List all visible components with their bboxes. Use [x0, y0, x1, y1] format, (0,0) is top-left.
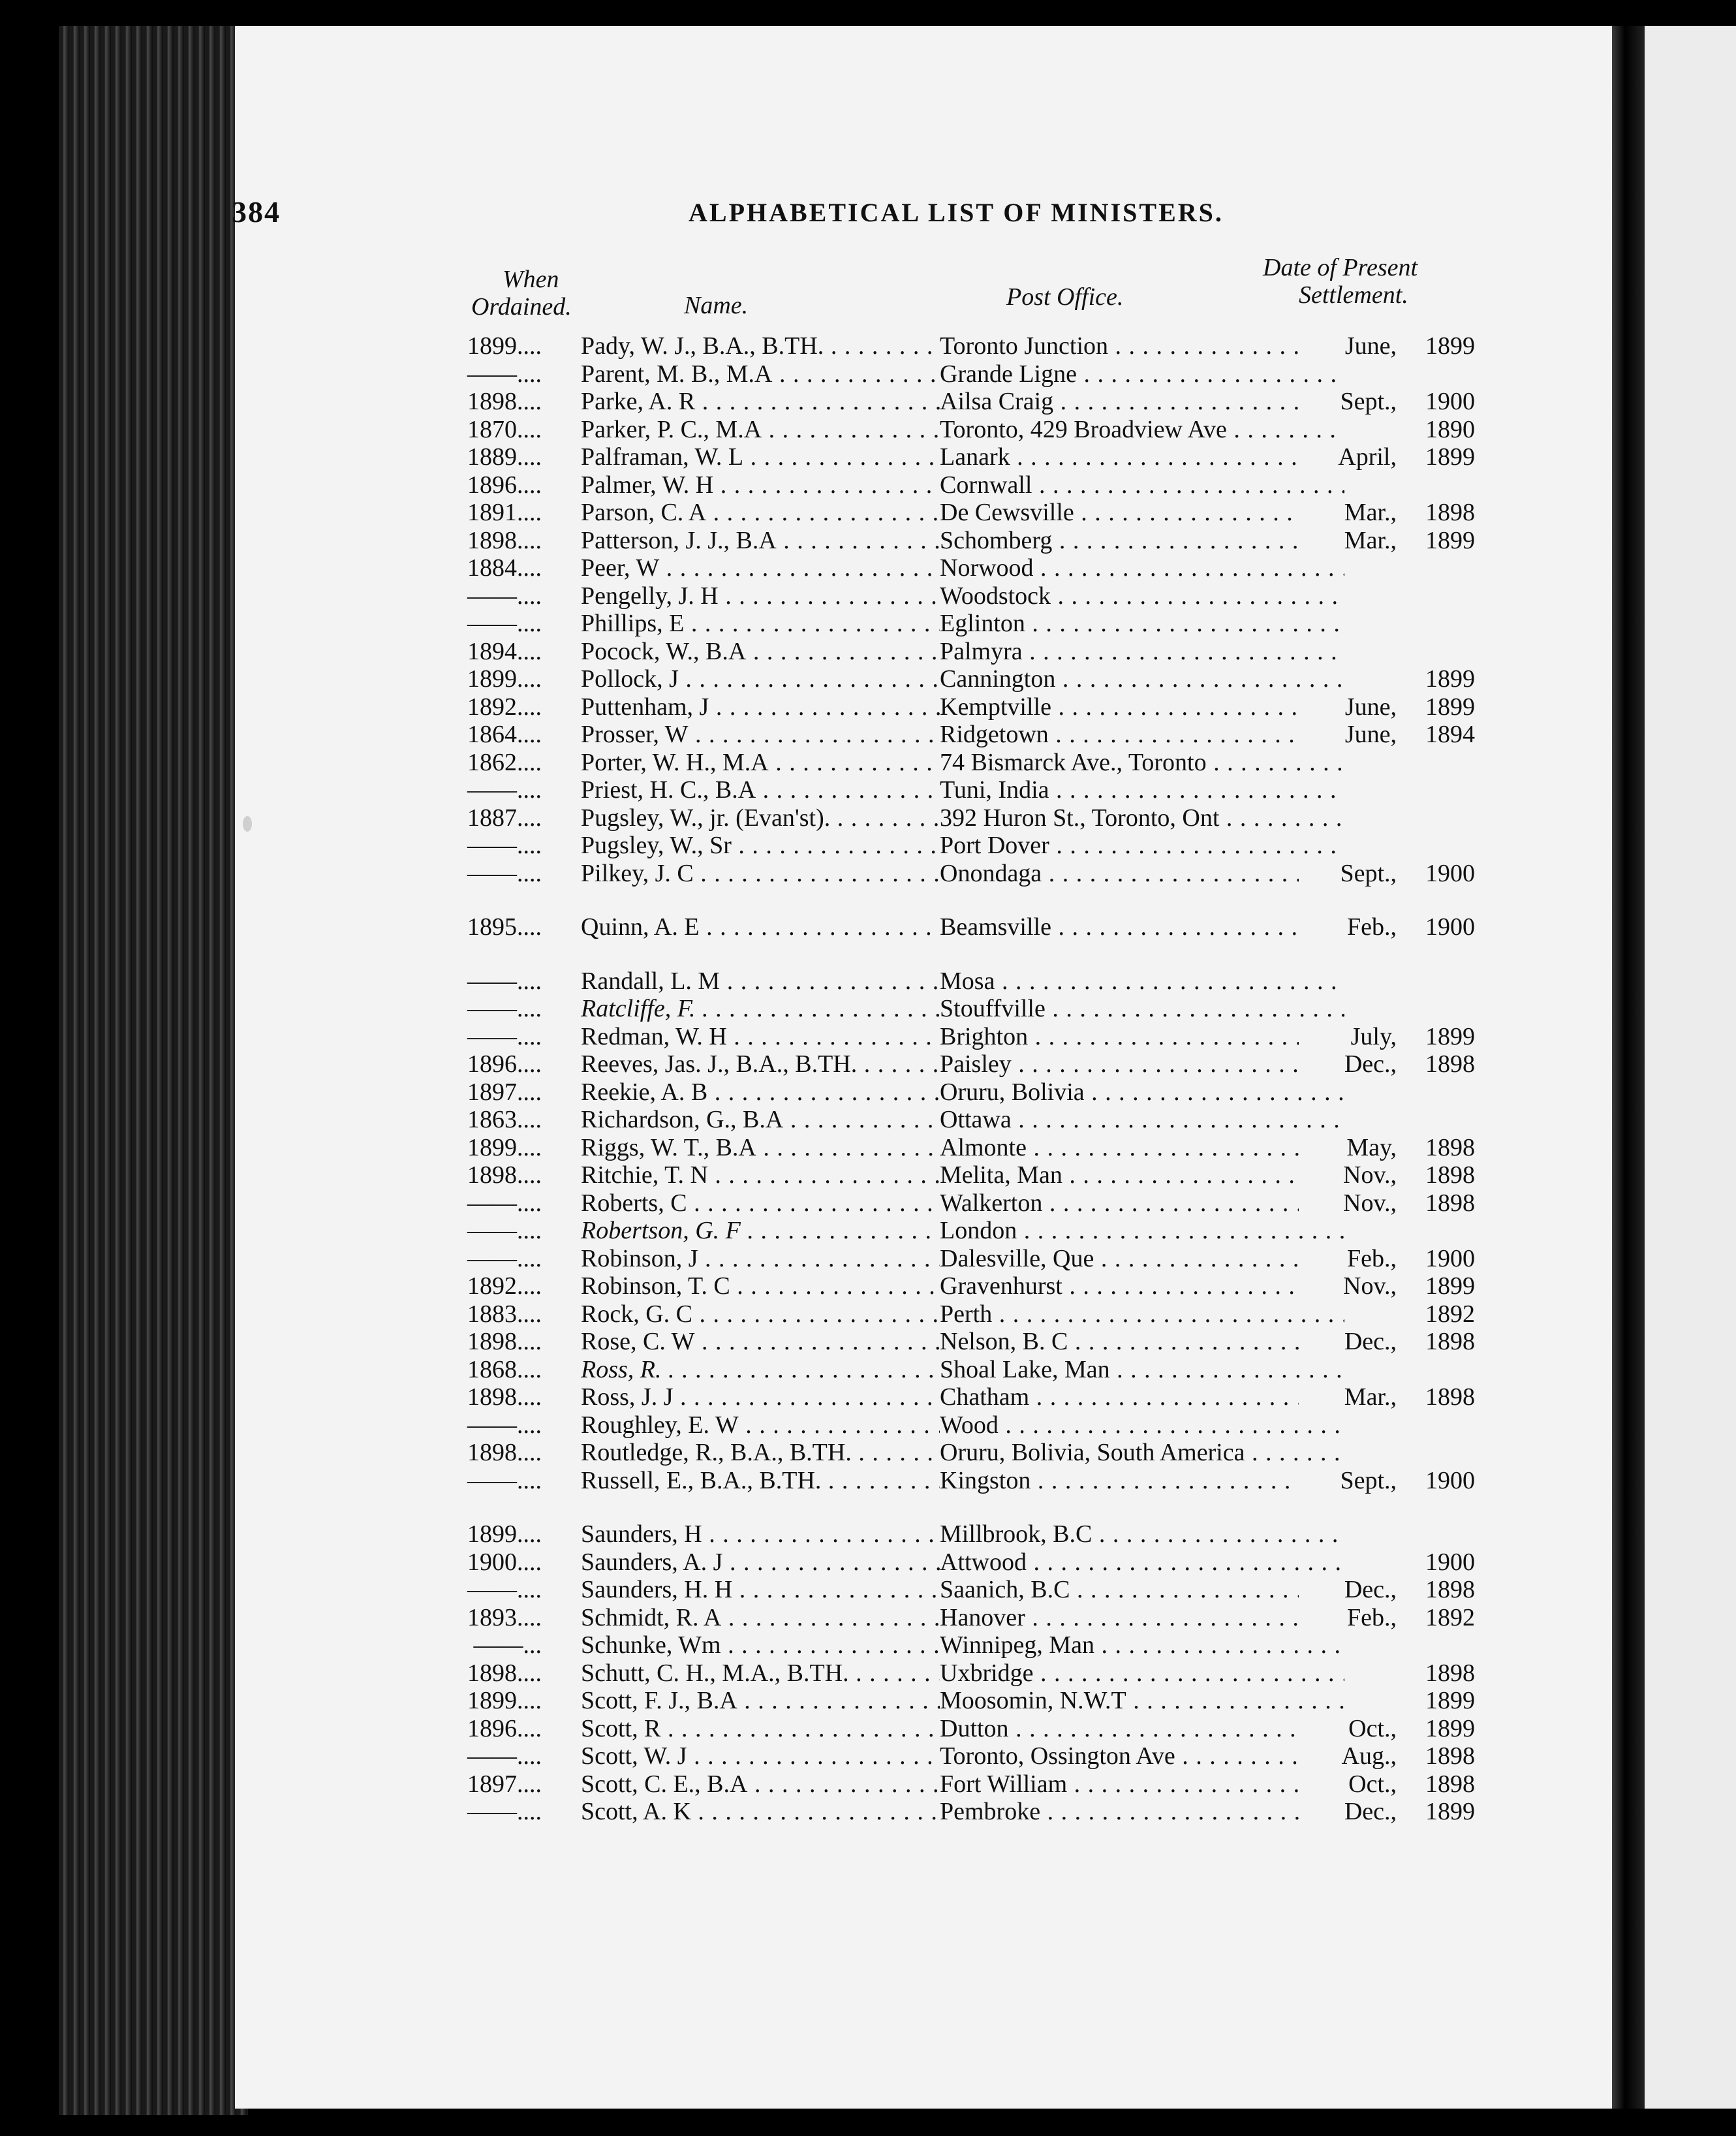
entry-year: ——.... — [467, 610, 542, 637]
entry-settlement-month: Nov., — [1299, 1161, 1397, 1189]
list-item — [457, 831, 1475, 860]
entry-settlement-month: Dec., — [1299, 1575, 1397, 1604]
entry-settlement-year: 1900 — [1400, 387, 1475, 416]
list-item — [457, 1770, 1475, 1798]
list-item — [457, 776, 1475, 804]
column-header-ordained: Ordained. — [471, 293, 572, 321]
entry-name: Redman, W. H . . . — [581, 1022, 946, 1051]
list-item — [457, 1742, 1475, 1770]
entry-settlement-year: 1900 — [1400, 913, 1475, 941]
entry-post-office: Lanark . . . — [940, 443, 1344, 471]
entry-post-office: Pembroke . . . — [940, 1797, 1344, 1826]
entry-name: Scott, R . . . — [581, 1714, 946, 1743]
entry-year: ——.... — [467, 1244, 542, 1272]
column-header-name: Name. — [684, 292, 749, 319]
entry-settlement-month: Mar., — [1299, 1383, 1397, 1411]
entry-settlement-year: 1892 — [1400, 1300, 1475, 1328]
ministers-list — [0, 332, 1736, 1859]
entry-post-office: Wood . . . — [940, 1411, 1344, 1439]
entry-post-office: Ottawa . . . — [940, 1105, 1344, 1134]
entry-post-office: Almonte . . . — [940, 1133, 1344, 1162]
entry-post-office: Toronto Junction . . . — [940, 332, 1344, 360]
entry-year: 1898.... — [467, 1383, 542, 1411]
entry-year: 1883.... — [467, 1300, 542, 1328]
entry-post-office: Attwood . . . — [940, 1548, 1344, 1577]
entry-name: Scott, C. E., B.A . . . — [581, 1770, 946, 1798]
entry-name: Richardson, G., B.A . . . — [581, 1105, 946, 1134]
entry-post-office: Cornwall . . . — [940, 471, 1344, 499]
column-header-post-office: Post Office. — [1006, 283, 1124, 311]
entry-settlement-year: 1900 — [1400, 1548, 1475, 1577]
entry-year: 1896.... — [467, 1714, 542, 1742]
entry-post-office: Palmyra . . . — [940, 637, 1344, 666]
entry-name: Schutt, C. H., M.A., B.TH. . . . — [581, 1659, 946, 1688]
entry-year: 1884.... — [467, 554, 542, 582]
entry-post-office: Chatham . . . — [940, 1383, 1344, 1411]
entry-post-office: Fort William . . . — [940, 1770, 1344, 1798]
entry-name: Randall, L. M . . . — [581, 967, 946, 996]
list-item — [457, 415, 1475, 444]
entry-settlement-year: 1894 — [1400, 720, 1475, 749]
list-item — [457, 554, 1475, 582]
entry-post-office: Gravenhurst . . . — [940, 1272, 1344, 1300]
entry-settlement-month: June, — [1299, 720, 1397, 749]
entry-post-office: Walkerton . . . — [940, 1189, 1344, 1217]
entry-post-office: Millbrook, B.C . . . — [940, 1520, 1344, 1548]
entry-year: 1898.... — [467, 1161, 542, 1189]
entry-settlement-year: 1899 — [1400, 1022, 1475, 1051]
entry-year: 1898.... — [467, 1439, 542, 1466]
entry-year: ——.... — [467, 1411, 542, 1439]
entry-name: Parke, A. R . . . — [581, 387, 946, 416]
list-item — [457, 1631, 1475, 1659]
entry-name: Pengelly, J. H . . . — [581, 582, 946, 610]
list-item — [457, 1272, 1475, 1300]
list-item — [457, 1548, 1475, 1577]
entry-post-office: Ridgetown . . . — [940, 720, 1344, 749]
entry-post-office: London . . . — [940, 1216, 1344, 1245]
entry-settlement-year: 1899 — [1400, 665, 1475, 693]
list-item — [457, 609, 1475, 638]
entry-post-office: De Cewsville . . . — [940, 498, 1344, 527]
entry-settlement-month: Sept., — [1299, 859, 1397, 888]
entry-post-office: Dutton . . . — [940, 1714, 1344, 1743]
entry-settlement-month: Sept., — [1299, 387, 1397, 416]
list-item — [457, 1161, 1475, 1189]
entry-post-office: Dalesville, Que . . . — [940, 1244, 1344, 1273]
list-item — [457, 967, 1475, 996]
entry-name: Parker, P. C., M.A . . . — [581, 415, 946, 444]
entry-year: 1868.... — [467, 1355, 542, 1383]
entry-name: Rose, C. W . . . — [581, 1327, 946, 1356]
entry-name: Patterson, J. J., B.A . . . — [581, 526, 946, 555]
entry-year: ——.... — [467, 1466, 542, 1494]
entry-name: Saunders, A. J . . . — [581, 1548, 946, 1577]
entry-settlement-month: Aug., — [1299, 1742, 1397, 1770]
entry-year: 1863.... — [467, 1106, 542, 1133]
entry-settlement-year: 1899 — [1400, 443, 1475, 471]
entry-post-office: Saanich, B.C . . . — [940, 1575, 1344, 1604]
entry-year: 1893.... — [467, 1603, 542, 1631]
list-item — [457, 1189, 1475, 1217]
entry-post-office: Kingston . . . — [940, 1466, 1344, 1495]
entry-year: 1899.... — [467, 1520, 542, 1548]
entry-settlement-year: 1898 — [1400, 1189, 1475, 1217]
entry-settlement-month: Oct., — [1299, 1714, 1397, 1743]
entry-year: 1870.... — [467, 415, 542, 443]
entry-name: Scott, A. K . . . — [581, 1797, 946, 1826]
entry-name: Pilkey, J. C . . . — [581, 859, 946, 888]
entry-name: Ratcliffe, F. . . . — [581, 994, 946, 1023]
list-item — [457, 387, 1475, 416]
entry-year: ——.... — [467, 967, 542, 995]
entry-year: 1889.... — [467, 443, 542, 471]
entry-year: ——.... — [467, 1217, 542, 1244]
entry-settlement-year: 1898 — [1400, 1133, 1475, 1162]
list-item — [457, 859, 1475, 888]
entry-settlement-year: 1899 — [1400, 1714, 1475, 1743]
list-item — [457, 526, 1475, 555]
list-item — [457, 1105, 1475, 1134]
entry-year: ——.... — [467, 1576, 542, 1603]
entry-settlement-month: June, — [1299, 332, 1397, 360]
entry-year: ——.... — [467, 1022, 542, 1050]
entry-year: 1899.... — [467, 332, 542, 360]
entry-name: Scott, W. J . . . — [581, 1742, 946, 1770]
entry-post-office: Oruru, Bolivia . . . — [940, 1078, 1344, 1107]
entry-name: Pady, W. J., B.A., B.TH. . . . — [581, 332, 946, 360]
list-item — [457, 1022, 1475, 1051]
list-item — [457, 1797, 1475, 1826]
list-item — [457, 471, 1475, 499]
entry-year: 1898.... — [467, 526, 542, 554]
entry-settlement-month: Mar., — [1299, 526, 1397, 555]
entry-settlement-year: 1899 — [1400, 1272, 1475, 1300]
entry-name: Ross, R. . . . — [581, 1355, 946, 1384]
running-title: ALPHABETICAL LIST OF MINISTERS. — [689, 198, 1224, 227]
entry-year: ——.... — [467, 582, 542, 610]
entry-settlement-year: 1898 — [1400, 1742, 1475, 1770]
entry-year: 1899.... — [467, 1687, 542, 1714]
entry-settlement-month: Feb., — [1299, 1603, 1397, 1632]
entry-settlement-year: 1892 — [1400, 1603, 1475, 1632]
entry-settlement-year: 1899 — [1400, 526, 1475, 555]
entry-year: 1897.... — [467, 1770, 542, 1798]
list-item — [457, 443, 1475, 471]
entry-post-office: 392 Huron St., Toronto, Ont . . . — [940, 804, 1344, 832]
entry-settlement-month: Dec., — [1299, 1050, 1397, 1078]
entry-post-office: Nelson, B. C . . . — [940, 1327, 1344, 1356]
list-item — [457, 637, 1475, 666]
entry-settlement-month: May, — [1299, 1133, 1397, 1162]
list-item — [457, 748, 1475, 777]
entry-settlement-year: 1890 — [1400, 415, 1475, 444]
entry-post-office: Schomberg . . . — [940, 526, 1344, 555]
entry-year: ——.... — [467, 832, 542, 859]
list-item — [457, 1244, 1475, 1273]
entry-post-office: Perth . . . — [940, 1300, 1344, 1328]
entry-settlement-month: Feb., — [1299, 913, 1397, 941]
entry-name: Pugsley, W., jr. (Evan'st). . . . — [581, 804, 946, 832]
list-item — [457, 1603, 1475, 1632]
entry-year: 1898.... — [467, 1659, 542, 1687]
entry-post-office: Stouffville . . . — [940, 994, 1344, 1023]
list-item — [457, 1686, 1475, 1715]
entry-post-office: Tuni, India . . . — [940, 776, 1344, 804]
entry-post-office: Oruru, Bolivia, South America . . . — [940, 1438, 1344, 1467]
entry-name: Saunders, H. H . . . — [581, 1575, 946, 1604]
entry-post-office: Port Dover . . . — [940, 831, 1344, 860]
entry-name: Scott, F. J., B.A . . . — [581, 1686, 946, 1715]
entry-post-office: Paisley . . . — [940, 1050, 1344, 1078]
entry-year: 1899.... — [467, 665, 542, 693]
entry-name: Schmidt, R. A . . . — [581, 1603, 946, 1632]
entry-settlement-year: 1900 — [1400, 1244, 1475, 1273]
entry-name: Ritchie, T. N . . . — [581, 1161, 946, 1189]
list-item — [457, 1078, 1475, 1107]
entry-name: Ross, J. J . . . — [581, 1383, 946, 1411]
entry-post-office: Kemptville . . . — [940, 693, 1344, 721]
entry-post-office: Uxbridge . . . — [940, 1659, 1344, 1688]
list-item — [457, 1659, 1475, 1688]
entry-settlement-year: 1899 — [1400, 1686, 1475, 1715]
entry-post-office: Woodstock . . . — [940, 582, 1344, 610]
entry-name: Parent, M. B., M.A . . . — [581, 360, 946, 388]
entry-post-office: Winnipeg, Man . . . — [940, 1631, 1344, 1659]
entry-post-office: Onondaga . . . — [940, 859, 1344, 888]
entry-settlement-year: 1899 — [1400, 332, 1475, 360]
entry-year: ——.... — [467, 1189, 542, 1217]
list-item — [457, 360, 1475, 388]
entry-name: Priest, H. C., B.A . . . — [581, 776, 946, 804]
entry-settlement-year: 1898 — [1400, 1161, 1475, 1189]
entry-settlement-month: Dec., — [1299, 1797, 1397, 1826]
list-item — [457, 1216, 1475, 1245]
entry-post-office: Eglinton . . . — [940, 609, 1344, 638]
list-item — [457, 913, 1475, 941]
list-item — [457, 1575, 1475, 1604]
entry-settlement-year: 1898 — [1400, 1659, 1475, 1688]
list-item — [457, 1466, 1475, 1495]
entry-settlement-year: 1898 — [1400, 1383, 1475, 1411]
entry-settlement-month: July, — [1299, 1022, 1397, 1051]
entry-name: Puttenham, J . . . — [581, 693, 946, 721]
entry-year: 1891.... — [467, 499, 542, 526]
entry-name: Schunke, Wm . . . — [581, 1631, 946, 1659]
entry-post-office: Shoal Lake, Man . . . — [940, 1355, 1344, 1384]
entry-settlement-year: 1900 — [1400, 859, 1475, 888]
entry-settlement-year: 1898 — [1400, 1327, 1475, 1356]
entry-year: ——.... — [467, 1798, 542, 1825]
page-header — [0, 195, 1736, 234]
entry-name: Palframan, W. L . . . — [581, 443, 946, 471]
entry-year: ——.... — [467, 995, 542, 1022]
entry-year: 1898.... — [467, 388, 542, 415]
list-item — [457, 1300, 1475, 1328]
entry-year: 1894.... — [467, 637, 542, 665]
column-header-date-of-present: Date of Present — [1263, 254, 1418, 281]
entry-name: Roughley, E. W . . . — [581, 1411, 946, 1439]
entry-post-office: Cannington . . . — [940, 665, 1344, 693]
entry-name: Robinson, T. C . . . — [581, 1272, 946, 1300]
list-item — [457, 1050, 1475, 1078]
entry-name: Roberts, C . . . — [581, 1189, 946, 1217]
entry-post-office: Toronto, 429 Broadview Ave . . . — [940, 415, 1344, 444]
list-item — [457, 804, 1475, 832]
entry-settlement-year: 1898 — [1400, 1050, 1475, 1078]
entry-post-office: Mosa . . . — [940, 967, 1344, 996]
entry-year: ——.... — [467, 776, 542, 804]
entry-settlement-month: Oct., — [1299, 1770, 1397, 1798]
entry-name: Robertson, G. F . . . — [581, 1216, 946, 1245]
list-item — [457, 1327, 1475, 1356]
column-header-when: When — [503, 266, 559, 293]
entry-name: Peer, W . . . — [581, 554, 946, 582]
entry-settlement-month: Nov., — [1299, 1272, 1397, 1300]
column-header-settlement: Settlement. — [1299, 281, 1408, 309]
entry-year: 1895.... — [467, 913, 542, 941]
entry-settlement-year: 1899 — [1400, 693, 1475, 721]
entry-year: 1892.... — [467, 1272, 542, 1300]
entry-year: 1892.... — [467, 693, 542, 721]
entry-year: ——.... — [467, 859, 542, 887]
list-item — [457, 1438, 1475, 1467]
list-item — [457, 582, 1475, 610]
entry-post-office: Beamsville . . . — [940, 913, 1344, 941]
list-item — [457, 1383, 1475, 1411]
entry-name: Russell, E., B.A., B.TH. . . . — [581, 1466, 946, 1495]
entry-name: Quinn, A. E . . . — [581, 913, 946, 941]
list-item — [457, 1355, 1475, 1384]
entry-post-office: Ailsa Craig . . . — [940, 387, 1344, 416]
entry-settlement-year: 1900 — [1400, 1466, 1475, 1495]
entry-name: Prosser, W . . . — [581, 720, 946, 749]
entry-year: 1864.... — [467, 721, 542, 748]
entry-post-office: Brighton . . . — [940, 1022, 1344, 1051]
entry-name: Palmer, W. H . . . — [581, 471, 946, 499]
entry-post-office: 74 Bismarck Ave., Toronto . . . — [940, 748, 1344, 777]
entry-settlement-year: 1898 — [1400, 1770, 1475, 1798]
entry-year: 1862.... — [467, 748, 542, 776]
page-number: 384 — [232, 195, 281, 228]
entry-name: Pugsley, W., Sr . . . — [581, 831, 946, 860]
entry-post-office: Moosomin, N.W.T . . . — [940, 1686, 1344, 1715]
list-item — [457, 1411, 1475, 1439]
list-item — [457, 332, 1475, 360]
entry-post-office: Grande Ligne . . . — [940, 360, 1344, 388]
entry-name: Reeves, Jas. J., B.A., B.TH. . . . — [581, 1050, 946, 1078]
entry-post-office: Hanover . . . — [940, 1603, 1344, 1632]
list-item — [457, 1714, 1475, 1743]
entry-settlement-month: Feb., — [1299, 1244, 1397, 1273]
entry-name: Pollock, J . . . — [581, 665, 946, 693]
list-item — [457, 693, 1475, 721]
entry-post-office: Norwood . . . — [940, 554, 1344, 582]
entry-name: Pocock, W., B.A . . . — [581, 637, 946, 666]
entry-settlement-month: Sept., — [1299, 1466, 1397, 1495]
entry-settlement-year: 1898 — [1400, 1575, 1475, 1604]
entry-name: Robinson, J . . . — [581, 1244, 946, 1273]
entry-settlement-month: April, — [1299, 443, 1397, 471]
list-item — [457, 665, 1475, 693]
entry-year: 1899.... — [467, 1133, 542, 1161]
entry-post-office: Melita, Man . . . — [940, 1161, 1344, 1189]
entry-post-office: Toronto, Ossington Ave . . . — [940, 1742, 1344, 1770]
list-item — [457, 1133, 1475, 1162]
entry-year: 1896.... — [467, 471, 542, 499]
list-item — [457, 994, 1475, 1023]
entry-settlement-year: 1898 — [1400, 498, 1475, 527]
entry-year: ——... — [473, 1631, 542, 1659]
entry-name: Rock, G. C . . . — [581, 1300, 946, 1328]
entry-name: Porter, W. H., M.A . . . — [581, 748, 946, 777]
entry-settlement-month: Dec., — [1299, 1327, 1397, 1356]
entry-year: ——.... — [467, 1742, 542, 1770]
entry-name: Routledge, R., B.A., B.TH. . . . — [581, 1438, 946, 1467]
entry-year: 1900.... — [467, 1548, 542, 1576]
entry-name: Saunders, H . . . — [581, 1520, 946, 1548]
list-item — [457, 720, 1475, 749]
entry-year: 1898.... — [467, 1328, 542, 1355]
entry-year: 1897.... — [467, 1078, 542, 1106]
entry-settlement-year: 1899 — [1400, 1797, 1475, 1826]
list-item — [457, 498, 1475, 527]
entry-name: Parson, C. A . . . — [581, 498, 946, 527]
entry-settlement-month: June, — [1299, 693, 1397, 721]
entry-name: Riggs, W. T., B.A . . . — [581, 1133, 946, 1162]
entry-year: 1896.... — [467, 1050, 542, 1078]
entry-name: Reekie, A. B . . . — [581, 1078, 946, 1107]
entry-settlement-month: Nov., — [1299, 1189, 1397, 1217]
entry-year: ——.... — [467, 360, 542, 388]
list-item — [457, 1520, 1475, 1548]
entry-year: 1887.... — [467, 804, 542, 832]
entry-name: Phillips, E . . . — [581, 609, 946, 638]
entry-settlement-month: Mar., — [1299, 498, 1397, 527]
